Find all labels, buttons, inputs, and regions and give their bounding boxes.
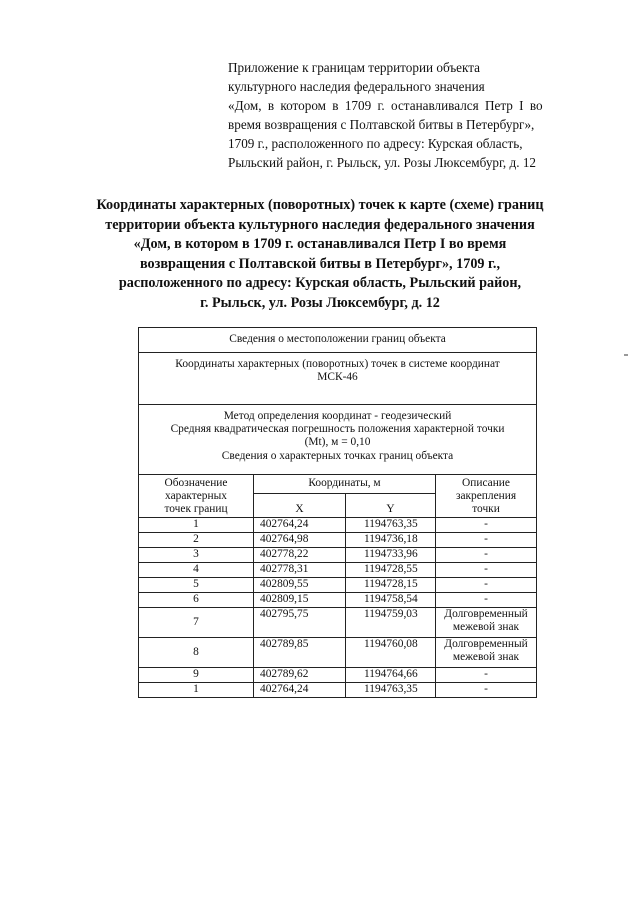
description-header-line: закрепления xyxy=(455,490,517,503)
point-cell: 1 xyxy=(139,682,254,697)
appendix-line xyxy=(228,96,580,115)
table-row xyxy=(139,517,537,532)
appendix-note xyxy=(228,58,580,172)
section-coordinate-system xyxy=(139,353,537,405)
appendix-line: 1709 г., расположенного по адресу: Курская область, xyxy=(228,136,523,151)
appendix-line: время возвращения с Полтавской битвы в Петербург», xyxy=(228,117,535,132)
description-line: - xyxy=(484,667,488,680)
table-row xyxy=(139,682,537,697)
y-cell: 1194728,15 xyxy=(346,577,436,592)
description-cell xyxy=(436,577,537,592)
table-row xyxy=(139,607,537,637)
y-cell: 1194728,55 xyxy=(346,562,436,577)
description-line: межевой знак xyxy=(452,650,520,663)
point-cell: 2 xyxy=(139,532,254,547)
coordinate-system-line2: МСК-46 xyxy=(317,371,358,384)
description-cell xyxy=(436,607,537,637)
y-header: Y xyxy=(346,494,436,517)
title-line: территории объекта культурного наследия федерального значения xyxy=(105,216,535,233)
point-cell: 7 xyxy=(139,607,254,637)
description-header-line: Описание xyxy=(462,477,510,489)
description-line: Долговременный xyxy=(444,607,528,620)
description-line: - xyxy=(484,682,488,695)
point-header-line: характерных xyxy=(165,490,227,503)
point-header xyxy=(139,475,254,518)
table-row xyxy=(139,532,537,547)
description-cell xyxy=(436,637,537,667)
x-cell: 402789,85 xyxy=(254,637,346,667)
table-row xyxy=(139,562,537,577)
appendix-line-text: «Дом, в котором в 1709 г. останавливался Петр I во xyxy=(228,98,543,113)
description-cell xyxy=(436,682,537,697)
description-cell xyxy=(436,532,537,547)
coordinates-table xyxy=(138,327,537,698)
y-cell: 1194759,03 xyxy=(346,607,436,637)
title-line: Координаты характерных (поворотных) точек к карте (схеме) границ xyxy=(96,197,544,213)
point-cell: 8 xyxy=(139,637,254,667)
method-line1: Метод определения координат - геодезический xyxy=(223,410,452,422)
description-line: - xyxy=(484,517,488,530)
y-cell: 1194763,35 xyxy=(346,517,436,532)
description-header xyxy=(436,475,537,518)
title-line: г. Рыльск, ул. Розы Люксембург, д. 12 xyxy=(200,294,440,311)
description-cell xyxy=(436,547,537,562)
description-cell xyxy=(436,592,537,607)
title-line: возвращения с Полтавской битвы в Петербург», 1709 г., xyxy=(139,255,500,272)
document-title xyxy=(60,196,580,313)
y-cell: 1194758,54 xyxy=(346,592,436,607)
x-cell: 402764,24 xyxy=(254,517,346,532)
description-line: - xyxy=(484,562,488,575)
appendix-line: культурного наследия федерального значения xyxy=(228,79,485,94)
method-line4: Сведения о характерных точках границ объекта xyxy=(221,449,454,462)
x-cell: 402809,55 xyxy=(254,577,346,592)
point-cell: 5 xyxy=(139,577,254,592)
description-cell xyxy=(436,667,537,682)
point-cell: 3 xyxy=(139,547,254,562)
section-boundary-info xyxy=(139,328,537,353)
method-line3: (Mt), м = 0,10 xyxy=(304,436,371,449)
y-cell: 1194736,18 xyxy=(346,532,436,547)
section-boundary-info-text: Сведения о местоположении границ объекта xyxy=(139,328,537,353)
point-header-line: точек границ xyxy=(164,503,228,516)
point-cell: 1 xyxy=(139,517,254,532)
description-line: Долговременный xyxy=(444,637,528,650)
appendix-line: Приложение к границам территории объекта xyxy=(228,60,481,75)
point-header-line: Обозначение xyxy=(164,477,228,489)
y-cell: 1194763,35 xyxy=(346,682,436,697)
point-cell: 4 xyxy=(139,562,254,577)
table-row xyxy=(139,637,537,667)
table-header-row xyxy=(139,475,537,494)
point-cell: 9 xyxy=(139,667,254,682)
coordinate-system-line1: Координаты характерных (поворотных) точек в системе координат xyxy=(175,358,500,370)
description-line: межевой знак xyxy=(452,620,520,633)
table-row xyxy=(139,547,537,562)
description-header-line: точки xyxy=(472,503,500,516)
section-method xyxy=(139,405,537,475)
x-cell: 402795,75 xyxy=(254,607,346,637)
table-row xyxy=(139,577,537,592)
title-line: расположенного по адресу: Курская область, Рыльский район, xyxy=(118,275,522,291)
x-cell: 402809,15 xyxy=(254,592,346,607)
description-line: - xyxy=(484,547,488,560)
x-cell: 402764,24 xyxy=(254,682,346,697)
x-cell: 402778,31 xyxy=(254,562,346,577)
description-cell xyxy=(436,562,537,577)
y-cell: 1194760,08 xyxy=(346,637,436,667)
table-row xyxy=(139,667,537,682)
x-cell: 402778,22 xyxy=(254,547,346,562)
description-line: - xyxy=(484,592,488,605)
x-cell: 402789,62 xyxy=(254,667,346,682)
method-line2: Средняя квадратическая погрешность положения характерной точки xyxy=(170,423,505,436)
description-line: - xyxy=(484,577,488,590)
appendix-line: Рыльский район, г. Рыльск, ул. Розы Люксембург, д. 12 xyxy=(228,155,537,170)
x-header: X xyxy=(254,494,346,517)
description-cell xyxy=(436,517,537,532)
point-cell: 6 xyxy=(139,592,254,607)
coords-header: Координаты, м xyxy=(254,475,436,494)
title-line: «Дом, в котором в 1709 г. останавливался Петр I во время xyxy=(133,236,507,252)
table-row xyxy=(139,592,537,607)
description-line: - xyxy=(484,532,488,545)
x-cell: 402764,98 xyxy=(254,532,346,547)
y-cell: 1194733,96 xyxy=(346,547,436,562)
y-cell: 1194764,66 xyxy=(346,667,436,682)
scan-mark xyxy=(624,354,628,356)
